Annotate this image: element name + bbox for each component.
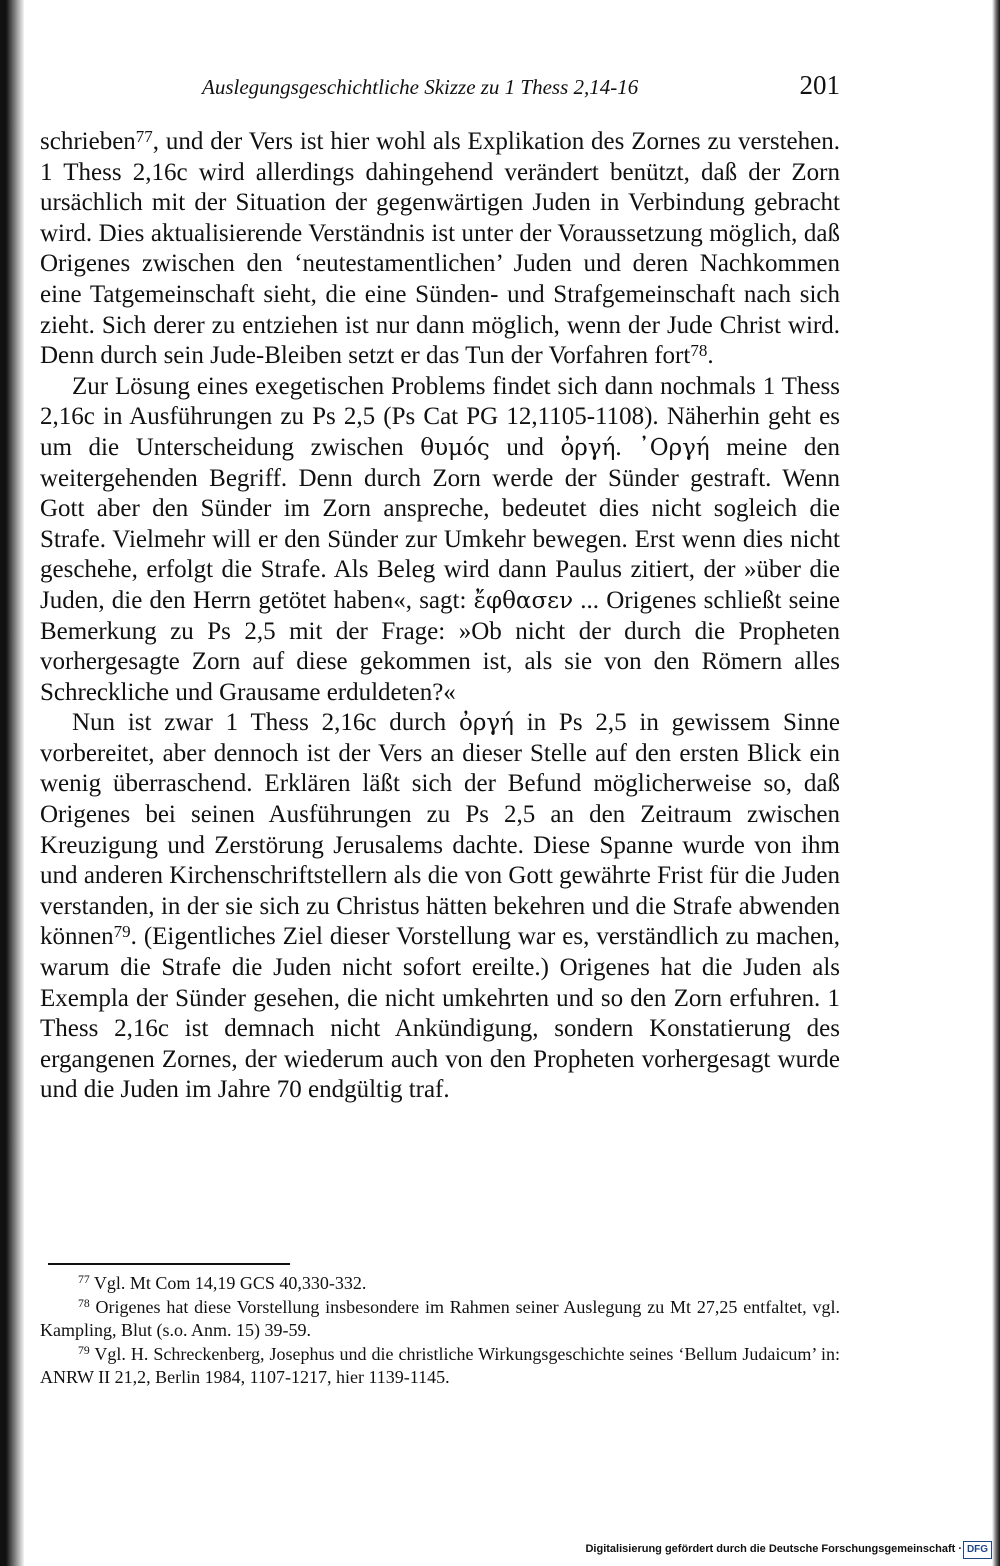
paragraph-3-text-c: . (Eigentliches Ziel dieser Vorstellung war es, verständlich zu machen, warum die Strafe die Juden nicht sofort ereilte.) Origenes hat die Juden als Exempla der Sünder gesehen, die nicht umkehrten und so den Zorn erfuhren. 1 Thess 2,16c ist demnach nicht Ankündigung, sondern Konstatierung des ergangenen Zornes, der wiederum auch von den Propheten vorhergesagt wurde und die Juden im Jahre 70 endgültig traf. xyxy=(40,923,840,1104)
footnote-marker-77: 77 xyxy=(135,126,153,146)
paragraph-1-text-main: , und der Vers ist hier wohl als Explikation des Zornes zu verstehen. 1 Thess 2,16c wird allerdings dahingehend verändert benützt, daß der Zorn ursächlich mit der Situation der gegenwärtigen Juden in Verbindung gebracht wird. Dies aktualisierende Verständnis ist unter der Voraussetzung möglich, daß Origenes zwischen den ‘neutestamentlichen’ Juden und deren Nachkommen eine Tatgemeinschaft sieht, die eine Sünden- und Strafgemeinschaft nach sich zieht. Sich derer zu entziehen ist nur dann möglich, wenn der Jude Christ wird. Denn durch sein Jude-Bleiben setzt er das Tun der Vorfahren fort xyxy=(40,128,840,370)
footnote-text-77: Vgl. Mt Com 14,19 GCS 40,330-332. xyxy=(93,1273,367,1293)
main-text xyxy=(40,127,840,1106)
paragraph-3-text-a: Nun ist zwar 1 Thess 2,16c durch xyxy=(72,709,459,737)
footnote-marker-78: 78 xyxy=(690,341,708,361)
paragraph-2-text-c: . xyxy=(615,433,639,461)
greek-ephthasen: ἔφθασεν xyxy=(473,587,574,614)
running-title: Auslegungsgeschichtliche Skizze zu 1 Thess 2,14-16 xyxy=(202,75,639,99)
footnote-78 xyxy=(40,1296,840,1343)
footnote-marker-79: 79 xyxy=(113,922,131,942)
digitization-credit: Digitalisierung gefördert durch die Deutsche Forschungsgemeinschaft · xyxy=(585,1543,962,1555)
paragraph-1 xyxy=(40,127,840,372)
dfg-logo-icon: DFG xyxy=(963,1541,992,1559)
page-number: 201 xyxy=(799,70,840,100)
footnote-text-79: Vgl. H. Schreckenberg, Josephus und die christliche Wirkungsgeschichte seines ‘Bellum Judaicum’ in: ANRW II 21,2, Berlin 1984, 1107-1217, hier 1139-1145. xyxy=(40,1343,840,1387)
greek-thymos: θυμός xyxy=(420,434,490,461)
footnote-number-77: 77 xyxy=(78,1273,90,1287)
paragraph-1-text-end: . xyxy=(707,342,714,370)
paragraph-3-text-b: in Ps 2,5 in gewissem Sinne vorbereitet, aber dennoch ist der Vers an dieser Stelle auf den ersten Blick ein wenig überraschend. Erklären läßt sich der Befund möglicherweise so, daß Origenes bei seinen Ausführungen zu Ps 2,5 an den Zeitraum zwischen Kreuzigung und Zerstörung Jerusalems dachte. Diese Spanne wurde von ihm und anderen Kirchenschriftstellern als die von Gott gewährte Frist für die Juden verstanden, in der sie sich zu Christus hätten bekehren und die Strafe abwenden können xyxy=(40,709,840,951)
footnote-separator xyxy=(48,1263,290,1265)
greek-orge-capital: ᾿Οργή xyxy=(638,434,710,461)
footnote-number-79: 79 xyxy=(78,1343,90,1357)
paragraph-2-text-d: meine den weitergehenden Begriff. Denn durch Zorn werde der Sünder gestraft. Wenn Gott aber den Sünder im Zorn anspreche, bedeutet dies nicht sogleich die Strafe. Vielmehr will er den Sünder zur Umkehr bewegen. Erst wenn dies nicht geschehe, erfolgt die Strafe. Als Beleg wird dann Paulus zitiert, der »über die Juden, die den Herrn getötet haben«, sagt: xyxy=(40,433,841,614)
footnote-77 xyxy=(40,1272,840,1296)
paragraph-2-text-b: und xyxy=(489,433,561,461)
paragraph-2-text-e: ... Origenes schließt seine Bemerkung zu Ps 2,5 mit der Frage: »Ob nicht der durch die Propheten vorhergesagte Zorn auf diese gekommen ist, als sie von den Römern alles Schreckliche und Grausame erduldeten?« xyxy=(40,586,840,706)
footnote-79 xyxy=(40,1343,840,1390)
paragraph-1-text-start: schrieben xyxy=(40,128,136,155)
greek-orge-reference: ὀργή xyxy=(458,710,514,737)
footnotes xyxy=(40,1272,840,1390)
footnote-text-78: Origenes hat diese Vorstellung insbesondere im Rahmen seiner Auslegung zu Mt 27,25 entfaltet, vgl. Kampling, Blut (s.o. Anm. 15) 39-59. xyxy=(40,1296,841,1340)
paragraph-2-text-a: Zur Lösung eines exegetischen Problems findet sich dann nochmals 1 Thess 2,16c in Ausführungen zu Ps 2,5 (Ps Cat PG 12,1105-1108). Näherhin geht es um die Unterscheidung zwischen xyxy=(40,372,840,461)
page-header xyxy=(40,68,840,106)
paragraph-2 xyxy=(40,372,840,709)
paragraph-3 xyxy=(40,708,840,1106)
greek-orge: ὀργή xyxy=(560,434,616,461)
footnote-number-78: 78 xyxy=(78,1296,90,1310)
